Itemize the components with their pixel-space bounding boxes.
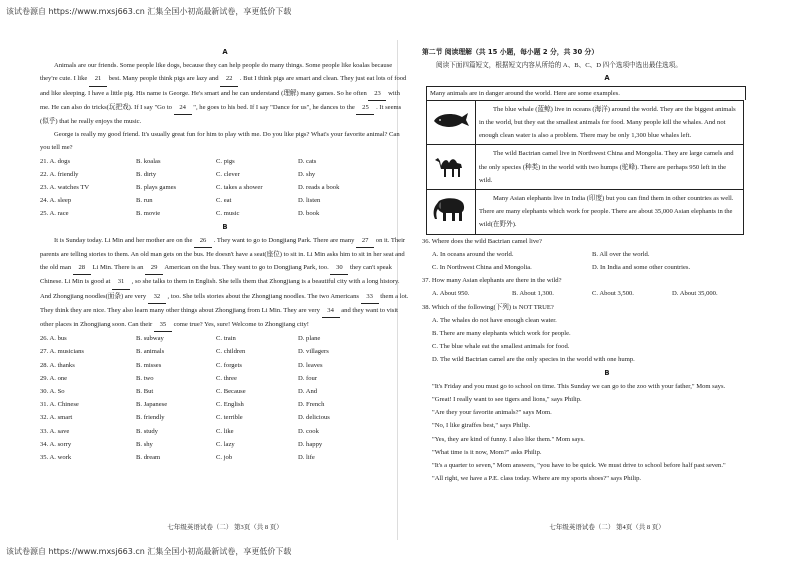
- option-row: [40, 155, 410, 168]
- option-text: B. But: [136, 388, 154, 396]
- option-text: B. friendly: [136, 414, 165, 422]
- animal-row: [427, 100, 744, 145]
- option-row: [40, 451, 410, 464]
- option-text: 31. A. Chinese: [40, 401, 79, 409]
- option-text: C. lazy: [216, 440, 235, 448]
- blank-28: 28: [73, 261, 91, 275]
- animal-description: The wild Bactrian camel live in Northwest China and Mongolia. They are large camels and the only species (种类) in the world with two humps (驼峰). There are perhaps 950 left in the wild.: [476, 145, 744, 190]
- blank-24: 24: [174, 101, 192, 115]
- section-a-heading: A: [222, 48, 228, 56]
- passage-b-text: , so she talks to them in English. She tells them that Zhongjiang is a beautiful city with a long history. And Zhongjiang noodles(面条) are very: [40, 278, 400, 300]
- answer-option: C. About 3,500.: [592, 290, 634, 298]
- passage-a-text: Animals are our friends. Some people like dogs, because they can help people do many things. Some people like koalas because they're cute. I like: [40, 62, 393, 83]
- dialogue-line: "Yes, they are kind of funny. I also like them." Mom says.: [432, 435, 585, 443]
- blank-32: 32: [148, 290, 166, 304]
- passage-b: [40, 234, 410, 332]
- answer-option: B. There are many elephants which work for people.: [432, 330, 571, 338]
- question-37-options: [422, 287, 792, 300]
- option-text: B. dirty: [136, 170, 157, 178]
- passage-a-text: ", he goes to his bed. If I say "Dance for us", he dances to the: [193, 103, 355, 111]
- right-page: [422, 46, 792, 534]
- question-37: [422, 274, 792, 300]
- option-text: C. like: [216, 427, 234, 435]
- option-row: [40, 425, 410, 438]
- blank-25: 25: [356, 101, 374, 115]
- answer-option: A. The whales do not have enough clean water.: [432, 316, 557, 324]
- question-38-text: 38. Which of the following(下列) is NOT TRUE?: [422, 303, 554, 311]
- instruction: 阅读下面四篇短文，根据短文内容从所给的 A、B、C、D 四个选项中选出最佳选项。: [436, 62, 682, 70]
- option-text: D. listen: [298, 197, 321, 205]
- blank-35: 35: [154, 318, 172, 332]
- passage-a: [40, 59, 410, 154]
- question-36-options: [422, 248, 792, 274]
- animal-description: Many Asian elephants live in India (印度) but you can find them in other countries as well. There are many elephants which work for people. There are about 35,000 Asian elephants in the wild(在野外).: [476, 190, 744, 235]
- option-row: [40, 372, 410, 385]
- blank-31: 31: [112, 275, 130, 289]
- dialogue-line: "It's a quarter to seven," Mom answers, "you have to be quick. We must drive to school before half past seven.": [432, 462, 726, 470]
- section-title: 第二节 阅读理解（共 15 小题，每小题 2 分，共 30 分）: [422, 48, 599, 56]
- answer-option: D. In India and some other countries.: [592, 264, 691, 272]
- answer-option: C. In Northwest China and Mongolia.: [432, 264, 532, 272]
- camel-icon: [431, 173, 471, 180]
- option-row: [40, 359, 410, 372]
- question-36-text: 36. Where does the wild Bactrian camel live?: [422, 237, 542, 245]
- section-b-heading: B: [222, 222, 228, 231]
- option-text: B. two: [136, 374, 154, 382]
- option-text: 26. A. bus: [40, 335, 67, 343]
- option-text: C. forgets: [216, 361, 242, 369]
- question-38-options: [422, 314, 792, 367]
- passage-a-text: George is really my good friend. It's usually great fun for him to play with me. Do you like pigs? What's your favorite animal? Can you tell me?: [40, 131, 400, 152]
- answer-option: A. In oceans around the world.: [432, 250, 514, 258]
- left-page: [40, 46, 410, 534]
- watermark-bottom: 该试卷源自 https://www.mxsj663.cn 汇集全国小初高最新试卷，享更低价下载: [6, 547, 292, 556]
- passage-b-text: on it. Their parents are telling stories to them. An old man gets on the bus. He doesn't have a seat(座位) to sit in. Li Min asks him to sit in her seat and the old man: [40, 236, 406, 272]
- page-footer-right: 七年级英语试卷（二） 第4页（共 8 页）: [549, 523, 665, 531]
- option-text: D. And: [298, 388, 318, 396]
- passage-a-text: best. Many people think pigs are lazy and: [108, 75, 219, 83]
- animal-picture: [427, 100, 476, 145]
- watermark-top: 该试卷源自 https://www.mxsj663.cn 汇集全国小初高最新试卷，享更低价下载: [6, 7, 292, 16]
- whale-icon: [432, 126, 470, 133]
- option-text: B. dream: [136, 454, 161, 462]
- option-text: 33. A. save: [40, 427, 70, 435]
- blank-34: 34: [322, 304, 340, 318]
- option-row: [40, 168, 410, 181]
- dialogue-line: "It's Friday and you must go to school on time. This Sunday we can go to the zoo with your father," Mom says.: [432, 382, 726, 390]
- passage-a-text: . But I think pigs are smart and clean. They just eat lots of food and like sleeping. I have a little pig. His name is George. He's smart and he can understand (理解) many games. So he often: [40, 75, 407, 97]
- reading-b-heading: B: [604, 368, 610, 377]
- option-row: [40, 332, 410, 345]
- option-text: D. happy: [298, 440, 323, 448]
- question-36: [422, 235, 792, 275]
- dialogue-line: "What time is it now, Mom?" asks Philip.: [432, 448, 542, 456]
- option-text: C. terrible: [216, 414, 243, 422]
- blank-22: 22: [220, 72, 238, 86]
- option-text: D. cats: [298, 157, 317, 165]
- passage-b-text: them a lot. They think they are nice. They also learn many other things about Zhongjiang from Li Min. They are very: [40, 292, 409, 314]
- dialogue-line: "No, I like giraffes best," says Philip.: [432, 422, 531, 430]
- option-text: 35. A. work: [40, 454, 72, 462]
- option-text: C. English: [216, 401, 244, 409]
- option-text: D. four: [298, 374, 318, 382]
- option-text: 23. A. watches TV: [40, 184, 90, 192]
- blank-27: 27: [356, 234, 374, 248]
- option-text: D. reads a book: [298, 184, 340, 192]
- option-text: 28. A. thanks: [40, 361, 75, 369]
- passage-a-text: . It seems (似乎) that he really enjoys the music.: [40, 103, 402, 126]
- option-text: B. run: [136, 197, 153, 205]
- blank-33: 33: [361, 290, 379, 304]
- option-text: 22. A. friendly: [40, 170, 79, 178]
- passage-b-text: and they want to visit other places in Zhongjiang soon. Can their: [40, 306, 399, 329]
- animal-picture: [427, 145, 476, 190]
- option-row: [40, 398, 410, 411]
- option-row: [40, 385, 410, 398]
- elephant-icon: [431, 218, 471, 225]
- option-text: B. misses: [136, 361, 162, 369]
- question-37-text: 37. How many Asian elephants are there in the wild?: [422, 277, 562, 285]
- animal-picture: [427, 190, 476, 235]
- table-intro: Many animals are in danger around the world. Here are some examples.: [426, 86, 746, 100]
- passage-b-text: , too. She tells stories about the Zhongjiang noodles. The two Americans: [167, 292, 359, 300]
- option-text: B. movie: [136, 210, 161, 218]
- answer-option: A. About 950.: [432, 290, 470, 298]
- option-text: 34. A. sorry: [40, 440, 72, 448]
- passage-a-paragraph: [40, 128, 410, 154]
- passage-b-paragraph: [40, 234, 410, 332]
- option-text: B. Japanese: [136, 401, 168, 409]
- animal-table: [426, 100, 744, 235]
- blank-30: 30: [330, 261, 348, 275]
- option-text: D. plane: [298, 335, 321, 343]
- answer-option: C. The blue whale eat the smallest animals for food.: [432, 343, 570, 351]
- dialogue-line: "All right, we have a P.E. class today. Where are my sports shoes?" says Philip.: [432, 475, 642, 483]
- passage-a-text: with me. He can also do tricks(玩把戏). If I say "Go to: [40, 89, 400, 111]
- blank-29: 29: [145, 261, 163, 275]
- option-text: B. subway: [136, 335, 164, 343]
- dialogue-line: "Are they your favorite animals?" says Mom.: [432, 409, 552, 417]
- dialogue-line: "Great! I really want to see tigers and lions," says Philip.: [432, 396, 582, 404]
- option-text: 24. A. sleep: [40, 197, 72, 205]
- passage-b-text: come true? Yes, sure! Welcome to Zhongjiang city!: [173, 321, 309, 329]
- passage-b-text: . They want to go to Dongjiang Park. There are many: [213, 236, 355, 244]
- passage-b-text: they can't speak Chinese. Li Min is good at: [40, 264, 392, 286]
- option-text: B. koalas: [136, 157, 161, 165]
- option-text: C. children: [216, 348, 246, 356]
- animal-description: The blue whale (蓝鲸) live in oceans (海洋) around the world. They are the biggest animals in the world, but they eat the smallest animals for food. Many people kill the whales. And not enough clean water is also a problem. There may be only 1,300 blue whales left.: [476, 100, 744, 145]
- option-text: B. animals: [136, 348, 165, 356]
- passage-a-paragraph: [40, 59, 410, 128]
- option-text: B. shy: [136, 440, 153, 448]
- option-text: C. pigs: [216, 157, 235, 165]
- option-text: D. life: [298, 454, 315, 462]
- option-text: C. job: [216, 454, 233, 462]
- option-row: [40, 181, 410, 194]
- option-row: [40, 345, 410, 358]
- option-row: [40, 438, 410, 451]
- option-text: C. music: [216, 210, 240, 218]
- option-text: C. three: [216, 374, 237, 382]
- passage-b-text: It is Sunday today. Li Min and her mother are on the: [54, 236, 193, 244]
- option-text: C. Because: [216, 388, 246, 396]
- option-text: D. leaves: [298, 361, 323, 369]
- dialogue: [422, 380, 792, 486]
- option-text: D. villagers: [298, 348, 329, 356]
- option-text: D. cook: [298, 427, 319, 435]
- blank-26: 26: [194, 234, 212, 248]
- options-a: [40, 155, 410, 221]
- answer-option: B. All over the world.: [592, 250, 650, 258]
- reading-a-heading: A: [604, 74, 610, 83]
- option-text: D. French: [298, 401, 325, 409]
- passage-b-text: American on the bus. They want to go to Dongjiang Park, too.: [164, 264, 329, 272]
- option-text: D. shy: [298, 170, 316, 178]
- animal-row: [427, 190, 744, 235]
- option-row: [40, 194, 410, 207]
- passage-b-text: Li Min. There is an: [92, 264, 144, 272]
- answer-option: B. About 1,300.: [512, 290, 554, 298]
- option-text: 27. A. musicians: [40, 348, 84, 356]
- option-text: B. plays games: [136, 184, 177, 192]
- blank-21: 21: [89, 72, 107, 86]
- option-row: [40, 411, 410, 424]
- option-text: C. takes a shower: [216, 184, 263, 192]
- option-text: C. clever: [216, 170, 240, 178]
- page-footer-left: 七年级英语试卷（二） 第3页（共 8 页）: [167, 523, 283, 531]
- animal-row: [427, 145, 744, 190]
- option-text: 32. A. smart: [40, 414, 73, 422]
- option-text: C. eat: [216, 197, 232, 205]
- option-text: 21. A. dogs: [40, 157, 71, 165]
- option-text: 25. A. race: [40, 210, 69, 218]
- option-text: D. book: [298, 210, 320, 218]
- option-text: 29. A. one: [40, 374, 68, 382]
- option-text: C. train: [216, 335, 236, 343]
- option-row: [40, 207, 410, 220]
- blank-23: 23: [368, 87, 386, 101]
- option-text: 30. A. So: [40, 388, 65, 396]
- option-text: D. delicious: [298, 414, 330, 422]
- question-38: [422, 301, 792, 367]
- options-b: [40, 332, 410, 464]
- answer-option: D. About 35,000.: [672, 290, 718, 298]
- answer-option: D. The wild Bactrian camel are the only species in the world with one hump.: [432, 356, 635, 364]
- option-text: B. study: [136, 427, 158, 435]
